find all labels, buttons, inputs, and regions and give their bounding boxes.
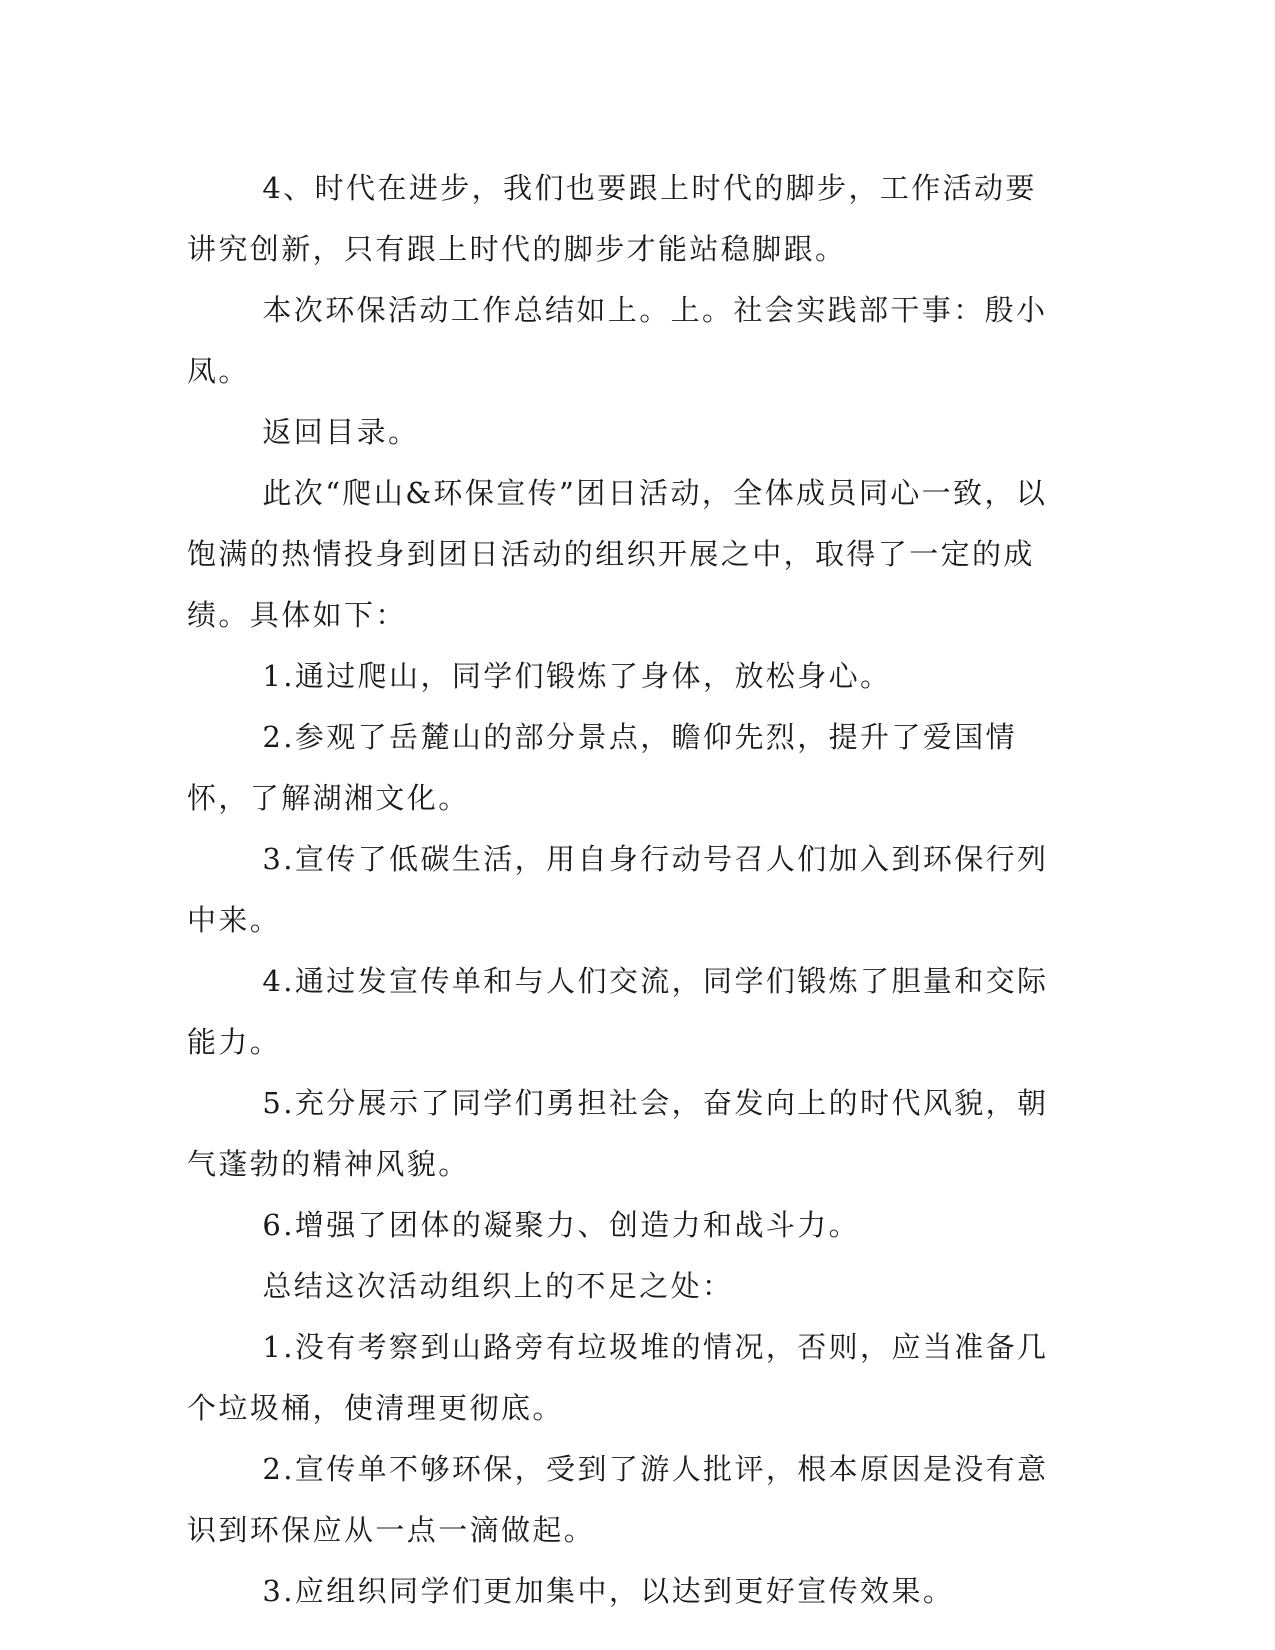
- paragraph-item-4-innovation: 4、时代在进步，我们也要跟上时代的脚步，工作活动要讲究创新，只有跟上时代的脚步才能站稳脚跟。: [187, 171, 1037, 266]
- paragraph-summary-end: 本次环保活动工作总结如上。上。社会实践部干事：殷小凤。: [187, 293, 1048, 388]
- list-item: 4.通过发宣传单和与人们交流，同学们锻炼了胆量和交际能力。: [187, 964, 1049, 1059]
- list-item: 3.应组织同学们更加集中，以达到更好宣传效果。: [262, 1574, 955, 1608]
- list-item: 1.通过爬山，同学们锻炼了身体，放松身心。: [262, 659, 892, 693]
- paragraph-activity-intro: 此次“爬山&环保宣传”团日活动，全体成员同心一致，以饱满的热情投身到团日活动的组织开展之中，取得了一定的成绩。具体如下：: [187, 476, 1048, 632]
- shortcomings-heading: 总结这次活动组织上的不足之处：: [262, 1269, 734, 1303]
- list-item: 1.没有考察到山路旁有垃圾堆的情况，否则，应当准备几个垃圾桶，使清理更彻底。: [187, 1330, 1049, 1425]
- document-body: [187, 158, 1063, 1622]
- return-to-toc: 返回目录。: [262, 415, 420, 449]
- list-item: 3.宣传了低碳生活，用自身行动号召人们加入到环保行列中来。: [187, 842, 1049, 937]
- list-item: 6.增强了团体的凝聚力、创造力和战斗力。: [262, 1208, 861, 1242]
- list-item: 2.宣传单不够环保，受到了游人批评，根本原因是没有意识到环保应从一点一滴做起。: [187, 1452, 1049, 1547]
- list-item: 2.参观了岳麓山的部分景点，瞻仰先烈，提升了爱国情怀，了解湖湘文化。: [187, 720, 1018, 815]
- list-item: 5.充分展示了同学们勇担社会，奋发向上的时代风貌，朝气蓬勃的精神风貌。: [187, 1086, 1049, 1181]
